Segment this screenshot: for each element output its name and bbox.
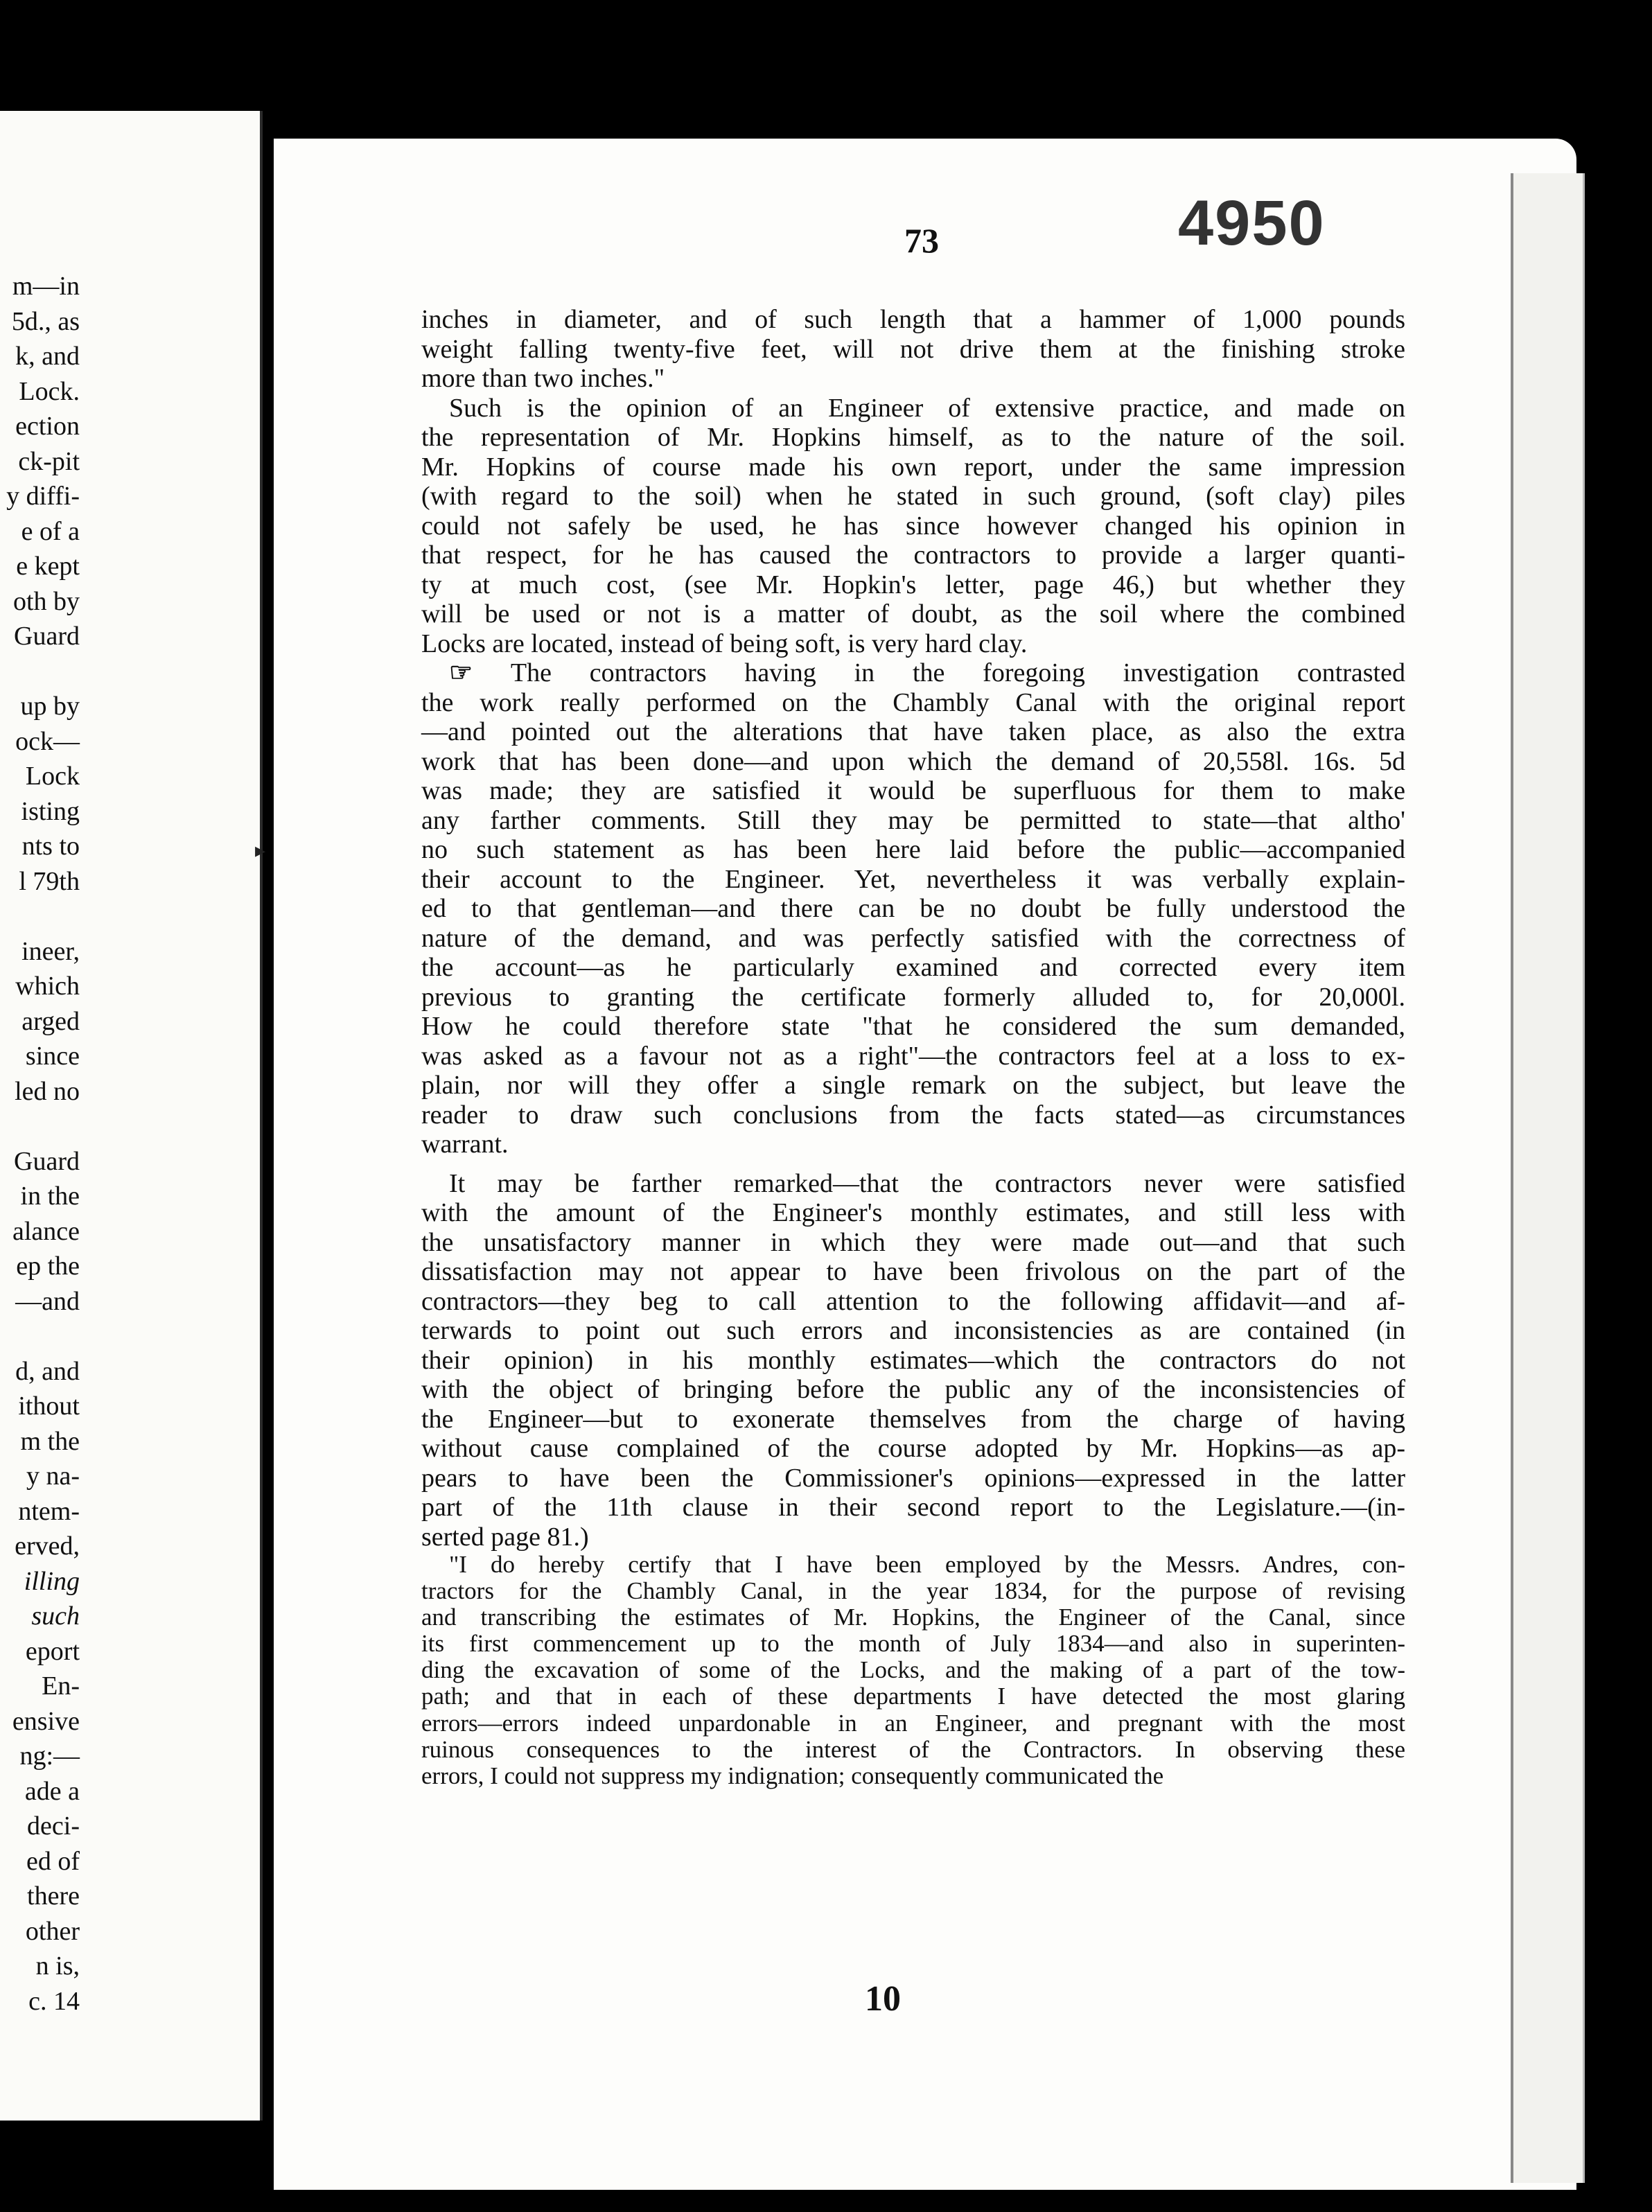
left-page-fragment: erved, bbox=[15, 1531, 80, 1561]
left-page-fragment: k, and bbox=[15, 342, 80, 371]
left-page-fragment: deci- bbox=[27, 1811, 80, 1841]
left-page-fragment: Lock. bbox=[19, 376, 80, 406]
text-line: part of the 11th clause in their second report to the Legislature.—(in- bbox=[421, 1493, 1405, 1522]
text-line: errors—errors indeed unpardonable in an Engineer, and pregnant with the most bbox=[421, 1709, 1405, 1737]
text-line: It may be farther remarked—that the contractors never were satisfied bbox=[449, 1168, 1405, 1198]
text-line: reader to draw such conclusions from the facts stated—as circumstances bbox=[421, 1100, 1405, 1130]
text-line: their opinion) in his monthly estimates—which the contractors do not bbox=[421, 1345, 1405, 1375]
left-page-fragment: ng:— bbox=[19, 1741, 80, 1771]
text-line: the account—as he particularly examined and corrected every item bbox=[421, 953, 1405, 982]
text-line: its first commencement up to the month of July 1834—and also in superinten- bbox=[421, 1630, 1405, 1658]
left-page-fragment: illing bbox=[24, 1566, 80, 1596]
left-page-fragment: led no bbox=[15, 1076, 80, 1106]
left-page-fragment: oth by bbox=[12, 586, 80, 616]
catalog-number-stamp: 4950 bbox=[1178, 188, 1326, 258]
text-line: terwards to point out such errors and inconsistencies as are contained (in bbox=[421, 1316, 1405, 1345]
text-line: was made; they are satisfied it would be superfluous for them to make bbox=[421, 776, 1405, 805]
text-line: pears to have been the Commissioner's opinions—expressed in the latter bbox=[421, 1463, 1405, 1493]
page-edge bbox=[1511, 173, 1585, 2183]
left-page-fragment: which bbox=[15, 972, 80, 1001]
text-line: and transcribing the estimates of Mr. Hopkins, the Engineer of the Canal, since bbox=[421, 1604, 1405, 1631]
left-page-fragment: m the bbox=[20, 1426, 80, 1456]
left-page-fragment: —and bbox=[15, 1286, 80, 1316]
left-page-fragment: ithout bbox=[18, 1392, 80, 1421]
left-page-fragment: En- bbox=[42, 1671, 80, 1701]
text-line: inches in diameter, and of such length that a hammer of 1,000 pounds bbox=[421, 305, 1405, 334]
text-line: without cause complained of the course adopted by Mr. Hopkins—as ap- bbox=[421, 1434, 1405, 1463]
left-facing-page bbox=[0, 111, 266, 2121]
left-page-fragment: eport bbox=[25, 1636, 80, 1666]
left-page-fragment: Guard bbox=[14, 1146, 80, 1176]
affidavit-paragraph bbox=[421, 1552, 1405, 1789]
left-page-fragment: e kept bbox=[16, 552, 80, 581]
text-line: could not safely be used, he has since however changed his opinion in bbox=[421, 511, 1405, 541]
text-line: work that has been done—and upon which the demand of 20,558l. 16s. 5d bbox=[421, 746, 1405, 776]
text-line: tractors for the Chambly Canal, in the year 1834, for the purpose of revising bbox=[421, 1577, 1405, 1605]
text-line: will be used or not is a matter of doubt, as the soil where the combined bbox=[421, 599, 1405, 629]
pointing-hand-icon: ☞ bbox=[449, 658, 511, 687]
text-line: no such statement as has been here laid before the public—accompanied bbox=[421, 835, 1405, 864]
text-line: more than two inches." bbox=[421, 364, 665, 393]
paragraph-1 bbox=[421, 305, 1405, 393]
left-page-fragment: arged bbox=[21, 1006, 80, 1036]
text-line: —and pointed out the alterations that have taken place, as also the extra bbox=[421, 717, 1405, 746]
left-page-fragment: other bbox=[25, 1916, 80, 1946]
left-page-fragment: there bbox=[27, 1881, 80, 1911]
text-line: ruinous consequences to the interest of the Contractors. In observing these bbox=[421, 1735, 1405, 1763]
left-page-fragment: Lock bbox=[25, 762, 80, 791]
text-line: their account to the Engineer. Yet, nevertheless it was verbally explain- bbox=[421, 864, 1405, 894]
left-page-fragment: up by bbox=[20, 692, 80, 721]
text-line: How he could therefore state "that he considered the sum demanded, bbox=[421, 1012, 1405, 1041]
paragraph-4 bbox=[421, 1169, 1405, 1552]
left-page-fragment: n is, bbox=[35, 1951, 80, 1981]
paragraph-3 bbox=[421, 658, 1405, 1159]
text-line: with the amount of the Engineer's monthly estimates, and still less with bbox=[421, 1198, 1405, 1227]
left-page-fragment: nts to bbox=[21, 832, 80, 861]
left-page-fragment: isting bbox=[21, 796, 80, 826]
signature-mark: 10 bbox=[865, 1979, 901, 2019]
left-page-fragment: e of a bbox=[21, 516, 80, 546]
left-page-fragment: c. 14 bbox=[28, 1986, 80, 2016]
text-line: Such is the opinion of an Engineer of extensive practice, and made on bbox=[449, 393, 1405, 423]
left-page-fragment: alance bbox=[12, 1216, 80, 1246]
text-line: errors, I could not suppress my indignation; consequently communicated the bbox=[421, 1762, 1164, 1789]
left-page-fragment: 5d., as bbox=[11, 306, 80, 336]
text-line: contractors—they beg to call attention to the following affidavit—and af- bbox=[421, 1286, 1405, 1316]
left-page-fragment: ck-pit bbox=[18, 446, 80, 476]
text-line: ed to that gentleman—and there can be no doubt be fully understood the bbox=[421, 894, 1405, 923]
text-line: path; and that in each of these departments I have detected the most glaring bbox=[421, 1683, 1405, 1710]
text-line: previous to granting the certificate formerly alluded to, for 20,000l. bbox=[421, 982, 1405, 1012]
left-page-fragment: such bbox=[31, 1601, 80, 1631]
left-page-fragment: y diffi- bbox=[6, 482, 80, 511]
text-line: any farther comments. Still they may be permitted to state—that altho' bbox=[421, 805, 1405, 835]
left-page-fragment: ensive bbox=[12, 1706, 80, 1736]
paragraph-2 bbox=[421, 394, 1405, 658]
left-page-fragment: m—in bbox=[12, 272, 80, 301]
left-page-fragment: y na- bbox=[26, 1462, 80, 1491]
text-line: serted page 81.) bbox=[421, 1522, 589, 1552]
text-line: plain, nor will they offer a single remark on the subject, but leave the bbox=[421, 1071, 1405, 1100]
left-page-fragment: Guard bbox=[14, 622, 80, 651]
left-page-fragment: ection bbox=[15, 412, 80, 441]
text-line: dissatisfaction may not appear to have been frivolous on the part of the bbox=[421, 1257, 1405, 1286]
text-line: warrant. bbox=[421, 1130, 509, 1159]
left-page-fragment: l 79th bbox=[19, 866, 80, 896]
page-number: 73 bbox=[904, 221, 939, 260]
left-page-fragment: ep the bbox=[16, 1252, 80, 1281]
text-line: that respect, for he has caused the contractors to provide a larger quanti- bbox=[421, 541, 1405, 570]
left-page-fragment: ade a bbox=[24, 1776, 80, 1806]
left-page-fragment: ntem- bbox=[18, 1496, 80, 1526]
text-line: weight falling twenty-five feet, will not drive them at the finishing stroke bbox=[421, 334, 1405, 364]
text-line: ty at much cost, (see Mr. Hopkin's letter, page 46,) but whether they bbox=[421, 570, 1405, 599]
left-page-fragment: since bbox=[25, 1042, 80, 1071]
left-page-fragment: ineer, bbox=[21, 936, 80, 966]
text-line: Locks are located, instead of being soft, is very hard clay. bbox=[421, 629, 1028, 658]
text-line: was asked as a favour not as a right"—the contractors feel at a loss to ex- bbox=[421, 1041, 1405, 1071]
text-line bbox=[421, 658, 1405, 687]
gutter-mark: ▸ bbox=[255, 839, 266, 862]
text-line: Mr. Hopkins of course made his own report, under the same impression bbox=[421, 452, 1405, 482]
text-line: the unsatisfactory manner in which they were made out—and that such bbox=[421, 1227, 1405, 1257]
text-line: nature of the demand, and was perfectly satisfied with the correctness of bbox=[421, 923, 1405, 953]
text-line-content: The contractors having in the foregoing investigation contrasted bbox=[510, 658, 1405, 687]
left-page-fragment: in the bbox=[20, 1182, 80, 1211]
text-line: (with regard to the soil) when he stated in such ground, (soft clay) piles bbox=[421, 482, 1405, 511]
text-line: the representation of Mr. Hopkins himself, as to the nature of the soil. bbox=[421, 423, 1405, 452]
text-line: the work really performed on the Chambly Canal with the original report bbox=[421, 687, 1405, 717]
text-line: the Engineer—but to exonerate themselves from the charge of having bbox=[421, 1404, 1405, 1434]
left-page-fragment: ed of bbox=[26, 1846, 80, 1876]
text-line: with the object of bringing before the public any of the inconsistencies of bbox=[421, 1375, 1405, 1404]
left-page-fragment: d, and bbox=[15, 1356, 80, 1386]
text-line: "I do hereby certify that I have been employed by the Messrs. Andres, con- bbox=[449, 1551, 1405, 1578]
left-page-fragment: ock— bbox=[15, 726, 80, 756]
text-body bbox=[421, 305, 1405, 1789]
text-line: ding the excavation of some of the Locks, and the making of a part of the tow- bbox=[421, 1656, 1405, 1684]
